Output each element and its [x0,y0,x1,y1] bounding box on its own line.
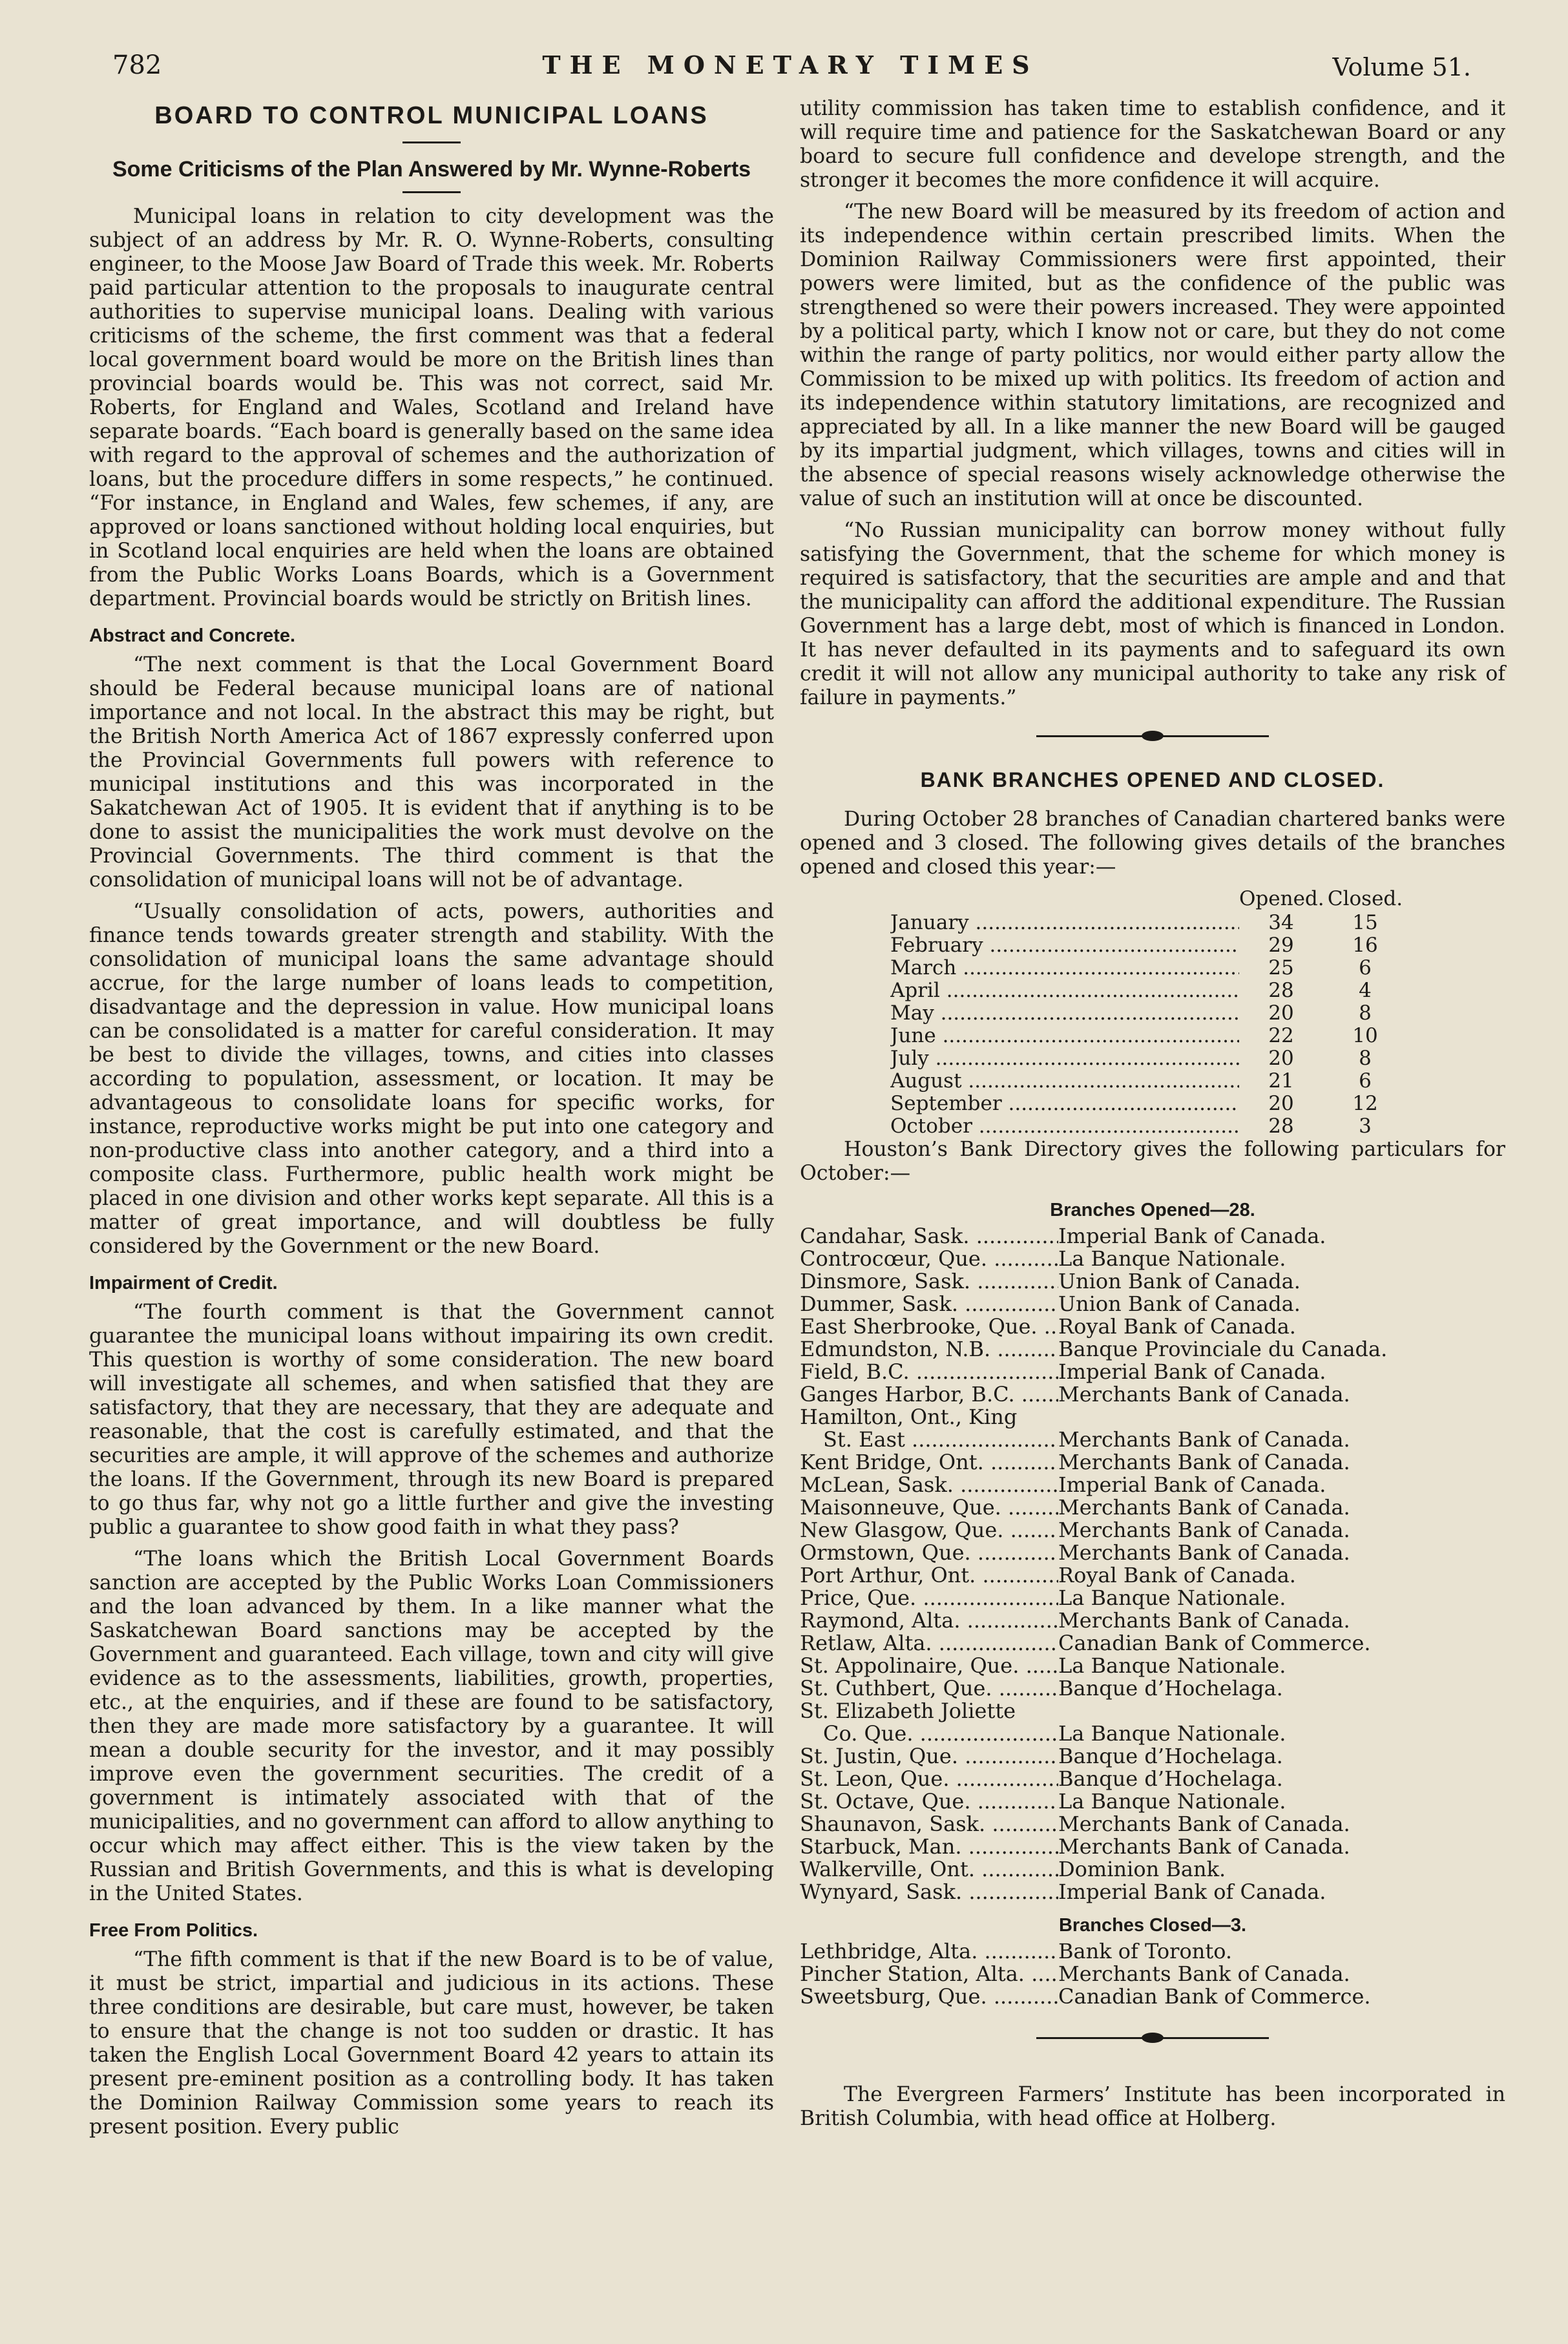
branch-bank: Merchants Bank of Canada. [1058,1608,1350,1633]
list-item [800,1270,1505,1293]
branch-bank: Banque Provinciale du Canada. [1058,1337,1388,1361]
list-item [800,1338,1505,1361]
page-header [110,50,1471,89]
list-item [800,1858,1505,1881]
opened-count: 20 [1268,1047,1294,1070]
paragraph: Houston’s Bank Directory gives the following particulars for October:— [800,1138,1505,1185]
branch-place: East Sherbrooke, Que. ..... [800,1315,1058,1338]
branch-bank: Royal Bank of Canada. [1058,1314,1296,1339]
section-heading: Impairment of Credit. [89,1273,278,1293]
list-item [800,1519,1505,1542]
branch-place: Field, B.C. ..... [800,1361,1058,1383]
list-item [800,1587,1505,1609]
footer-note: The Evergreen Farmers’ Institute has been incorporated in British Columbia, with head office at Holberg. [800,2083,1505,2130]
month-name: October ..... [890,1115,1239,1138]
branch-bank: Banque d’Hochelaga. [1058,1766,1283,1791]
table-header [890,887,1427,910]
branch-bank: Merchants Bank of Canada. [1058,1540,1350,1565]
branch-place: Ormstown, Que. ..... [800,1542,1058,1564]
ornament-divider [1036,2031,1269,2044]
month-row [890,1093,1427,1115]
list-item [800,1248,1505,1270]
month-name: September ..... [890,1093,1239,1115]
list-item [800,1293,1505,1315]
branch-place: Pincher Station, Alta. ..... [800,1963,1058,1985]
branch-place: St. Octave, Que. ..... [800,1790,1058,1813]
month-name: February ..... [890,934,1239,957]
list-item [800,1496,1505,1519]
branch-place: Sweetsburg, Que. ..... [800,1985,1058,2008]
page-number: 782 [112,50,162,80]
branch-bank: Canadian Bank of Commerce. [1058,1984,1371,2009]
paragraph: utility commission has taken time to establish confidence, and it will require time and patience for the Saskatchewan Board or any board to secure full confidence and develope strength, and the stronger it becomes the more confidence it will acquire. [800,97,1505,192]
list-item [800,1963,1505,1985]
monthly-table [890,887,1427,1138]
month-name: March ..... [890,957,1239,979]
paragraph: “Usually consolidation of acts, powers, authorities and finance tends towards greater strength and stability. With the consolidation of municipal loans the same advantage should accrue, for the large number of loans leads to competition, disadvantage and the depression in value. How municipal loans can be consolidated is a matter for careful consideration. It may be best to divide the villages, towns, and cities into classes according to population, assessment, or location. It may be advantageous to consolidate loans for specific works, for instance, reproductive works might be put into one category and non-productive class into another category, and a third into a composite class. Furthermore, public health work might be placed in one division and other works kept separate. All this is a matter of great importance, and will doubtless be fully considered by the Government or the new Board. [89,900,774,1258]
article-title: BANK BRANCHES OPENED AND CLOSED. [920,768,1385,791]
month-name: July ..... [890,1047,1239,1070]
paragraph: “The new Board will be measured by its freedom of action and its independence within certain prescribed limits. When the Dominion Railway Commissioners were first appointed, their powers were limited, but as the confidence of the public was strengthened so were their powers increased. They were appointed by a political party, which I know not or care, but they do not come within the range of party politics, nor would either party allow the Commission to be mixed up with politics. Its freedom of action and its independence within statutory limitations, are recognized and appreciated by all. In a like manner the new Board will be gauged by its impartial judgment, which villages, towns and cities will in the absence of special reasons wisely acknowledge otherwise the value of such an institution will at once be discounted. [800,200,1505,510]
divider [402,191,461,193]
divider [402,141,461,143]
closed-count: 6 [1359,956,1372,979]
opened-count: 34 [1268,911,1294,934]
paragraph: Municipal loans in relation to city development was the subject of an address by Mr. R. O. Wynne-Roberts, consulting engineer, to the Moose Jaw Board of Trade this week. Mr. Roberts paid particular attention to the proposals to inaugurate central authorities to supervise municipal loans. Dealing with various criticisms of the scheme, the first comment was that a federal local government board would be more on the British lines than provincial boards would be. This was not correct, said Mr. Roberts, for England and Wales, Scotland and Ireland have separate boards. “Each board is generally based on the same idea with regard to the approval of schemes and the authorization of loans, but the procedure differs in some respects,” he continued. “For instance, in England and Wales, few schemes, if any, are approved or loans sanctioned without holding local enquiries, but in Scotland local enquiries are held when the loans are obtained from the Public Works Loans Boards, which is a Government department. Provincial boards would be strictly on British lines. [89,205,774,611]
month-row [890,979,1427,1002]
month-row [890,1115,1427,1138]
list-item [800,1700,1505,1722]
volume-label: Volume 51. [1332,53,1471,81]
branch-place: St. East ..... [800,1428,1058,1451]
branch-bank: La Banque Nationale. [1058,1585,1286,1610]
list-item [800,1361,1505,1383]
branch-place: Port Arthur, Ont. ..... [800,1564,1058,1587]
closed-count: 8 [1359,1047,1372,1070]
ornament-divider [1036,729,1269,742]
list-item [800,1813,1505,1836]
paragraph: During October 28 branches of Canadian chartered banks were opened and 3 closed. The following gives details of the branches opened and closed this year:— [800,808,1505,879]
branch-place: Maisonneuve, Que. ..... [800,1496,1058,1519]
section-heading: Abstract and Concrete. [89,625,296,646]
branch-bank: Imperial Bank of Canada. [1058,1879,1326,1904]
branch-place: Raymond, Alta. ..... [800,1609,1058,1632]
branch-bank: Banque d’Hochelaga. [1058,1676,1283,1700]
branch-bank: Merchants Bank of Canada. [1058,1518,1350,1542]
opened-count: 22 [1268,1024,1294,1047]
opened-count: 25 [1268,956,1294,979]
branch-bank: Merchants Bank of Canada. [1058,1834,1350,1859]
list-item [800,1428,1505,1451]
branch-place: Lethbridge, Alta. ..... [800,1940,1058,1963]
branch-place: Dinsmore, Sask. ..... [800,1270,1058,1293]
branch-bank: Merchants Bank of Canada. [1058,1495,1350,1520]
list-item [800,1609,1505,1632]
branch-place: New Glasgow, Que. ..... [800,1519,1058,1542]
closed-count: 12 [1352,1092,1378,1115]
closed-count: 3 [1359,1114,1372,1138]
branch-bank [1058,1700,1505,1722]
branch-place: Price, Que. ..... [800,1587,1058,1609]
list-item [800,1542,1505,1564]
list-item [800,1940,1505,1963]
branch-place: Kent Bridge, Ont. ..... [800,1451,1058,1474]
closed-count: 8 [1359,1001,1372,1025]
month-row [890,957,1427,979]
branch-bank: Banque d’Hochelaga. [1058,1744,1283,1768]
branch-place: St. Leon, Que. ..... [800,1768,1058,1790]
right-column [800,97,1505,2139]
month-row [890,1047,1427,1070]
column-header-closed: Closed. [1327,887,1403,910]
branch-bank: Merchants Bank of Canada. [1058,1962,1350,1986]
month-row [890,1002,1427,1025]
paragraph: “No Russian municipality can borrow money without fully satisfying the Government, that the scheme for which money is required is satisfactory, that the securities are ample and and that the municipality can afford the additional expenditure. The Russian Government has a large debt, most of which is financed in London. It has never defaulted in its payments and to safeguard its own credit it will not allow any municipal authority to take any risk of failure in payments.” [800,519,1505,709]
branch-place: Walkerville, Ont. ..... [800,1858,1058,1881]
list-item [800,1836,1505,1858]
month-row [890,934,1427,957]
branch-bank: Union Bank of Canada. [1058,1269,1301,1293]
branch-bank: Dominion Bank. [1058,1857,1226,1881]
article-subtitle: Some Criticisms of the Plan Answered by Mr. Wynne-Roberts [112,157,751,182]
paragraph: “The next comment is that the Local Government Board should be Federal because municipal loans are of national importance and not local. In the abstract this may be right, but the British North America Act of 1867 expressly conferred upon the Provincial Governments full powers with reference to municipal institutions and this was incorporated in the Sakatchewan Act of 1905. It is evident that if anything is to be done to assist the municipalities the work must devolve on the Provincial Governments. The third comment is that the consolidation of municipal loans will not be of advantage. [89,653,774,892]
list-item [800,1677,1505,1700]
list-item [800,1225,1505,1248]
branch-bank: Merchants Bank of Canada. [1058,1812,1350,1836]
branch-place: Hamilton, Ont., King [800,1406,1018,1428]
branch-place: St. Appolinaire, Que. ..... [800,1655,1058,1677]
closed-count: 6 [1359,1069,1372,1093]
opened-heading: Branches Opened—28. [1050,1200,1255,1220]
branch-place: Retlaw, Alta. ..... [800,1632,1058,1655]
paragraph: “The fourth comment is that the Government cannot guarantee the municipal loans without impairing its own credit. This question is worthy of some consideration. The new board will investigate all schemes, and when satisfied that they are satisfactory, that they are necessary, that they are adequate and reasonable, that the cost is carefully estimated, and that the securities are ample, it will approve of the schemes and authorize the loans. If the Government, through its new Board is prepared to go thus far, why not go a little further and give the investing public a guarantee to show good faith in what they pass? [89,1301,774,1539]
list-item [800,1881,1505,1903]
branch-place: Candahar, Sask. ..... [800,1225,1058,1248]
paragraph: “The fifth comment is that if the new Board is to be of value, it must be strict, impartial and judicious in its actions. These three conditions are desirable, but care must, however, be taken to ensure that the change is not too sudden or drastic. It has taken the English Local Government Board 42 years to attain its present pre-eminent position as a controlling body. It has taken the Dominion Railway Commission some years to reach its present position. Every public [89,1948,774,2139]
month-row [890,912,1427,934]
branch-bank: Merchants Bank of Canada. [1058,1450,1350,1474]
branch-place: McLean, Sask. ..... [800,1474,1058,1496]
publication-title: THE MONETARY TIMES [542,50,1039,79]
branch-place: St. Cuthbert, Que. ..... [800,1677,1058,1700]
closed-count: 15 [1352,911,1378,934]
branch-place: Ganges Harbor, B.C. ..... [800,1383,1058,1406]
branch-bank: Imperial Bank of Canada. [1058,1359,1326,1384]
list-item [800,1474,1505,1496]
branch-bank: Royal Bank of Canada. [1058,1563,1296,1587]
branch-place: Shaunavon, Sask. ..... [800,1813,1058,1836]
closed-count: 10 [1352,1024,1378,1047]
opened-count: 20 [1268,1001,1294,1025]
month-name: April ..... [890,979,1239,1002]
branch-place: St. Elizabeth Joliette [800,1700,1016,1722]
branch-bank: Imperial Bank of Canada. [1058,1472,1326,1497]
closed-heading: Branches Closed—3. [1058,1915,1247,1936]
opened-count: 28 [1268,979,1294,1002]
month-name: January ..... [890,912,1239,934]
branch-bank: La Banque Nationale. [1058,1653,1286,1678]
month-name: June ..... [890,1025,1239,1047]
branch-bank: La Banque Nationale. [1058,1246,1286,1271]
month-name: May ..... [890,1002,1239,1025]
branch-bank [1058,1406,1505,1428]
list-item [800,1632,1505,1655]
branch-bank: Imperial Bank of Canada. [1058,1224,1326,1248]
opened-branches-list [800,1225,1505,1903]
branch-bank: Union Bank of Canada. [1058,1292,1301,1316]
branch-place: Dummer, Sask. ..... [800,1293,1058,1315]
list-item [800,1383,1505,1406]
opened-count: 29 [1268,934,1294,957]
branch-bank: Merchants Bank of Canada. [1058,1427,1350,1452]
list-item [800,1745,1505,1768]
list-item [800,1406,1505,1428]
branch-bank: La Banque Nationale. [1058,1721,1286,1746]
branch-place: Co. Que. ..... [800,1722,1058,1745]
list-item [800,1564,1505,1587]
branch-bank: Bank of Toronto. [1058,1939,1233,1963]
list-item [800,1722,1505,1745]
branch-place: Wynyard, Sask. ..... [800,1881,1058,1903]
opened-count: 20 [1268,1092,1294,1115]
list-item [800,1451,1505,1474]
list-item [800,1985,1505,2008]
month-row [890,1070,1427,1093]
paragraph: “The loans which the British Local Government Boards sanction are accepted by the Public Works Loan Commissioners and the loan advanced by them. In a like manner what the Saskatchewan Board sanctions may be accepted by the Government and guaranteed. Each village, town and city will give evidence as to the assessments, liabilities, growth, properties, etc., at the enquiries, and if these are found to be satisfactory, then they are made more satisfactory by a guarantee. It will mean a double security for the investor, and it may possibly improve even the government securities. The credit of a government is intimately associated with that of the municipalities, and no government can afford to allow anything to occur which may affect either. This is the view taken by the Russian and British Governments, and this is what is developing in the United States. [89,1547,774,1905]
list-item [800,1768,1505,1790]
branch-place: Starbuck, Man. ..... [800,1836,1058,1858]
month-name: August ..... [890,1070,1239,1093]
opened-count: 21 [1268,1069,1294,1093]
left-column [89,97,774,2147]
closed-branches-list [800,1940,1505,2008]
list-item [800,1790,1505,1813]
article-title: BOARD TO CONTROL MUNICIPAL LOANS [154,102,709,129]
closed-count: 16 [1352,934,1378,957]
month-row [890,1025,1427,1047]
branch-bank: Canadian Bank of Commerce. [1058,1631,1371,1655]
closed-count: 4 [1359,979,1372,1002]
branch-bank: Merchants Bank of Canada. [1058,1382,1350,1407]
list-item [800,1655,1505,1677]
branch-place: Edmundston, N.B. ..... [800,1338,1058,1361]
branch-bank: La Banque Nationale. [1058,1789,1286,1814]
list-item [800,1315,1505,1338]
branch-place: Controcœur, Que. ..... [800,1248,1058,1270]
section-heading: Free From Politics. [89,1920,258,1941]
opened-count: 28 [1268,1114,1294,1138]
column-header-opened: Opened. [1239,887,1324,910]
branch-place: St. Justin, Que. ..... [800,1745,1058,1768]
